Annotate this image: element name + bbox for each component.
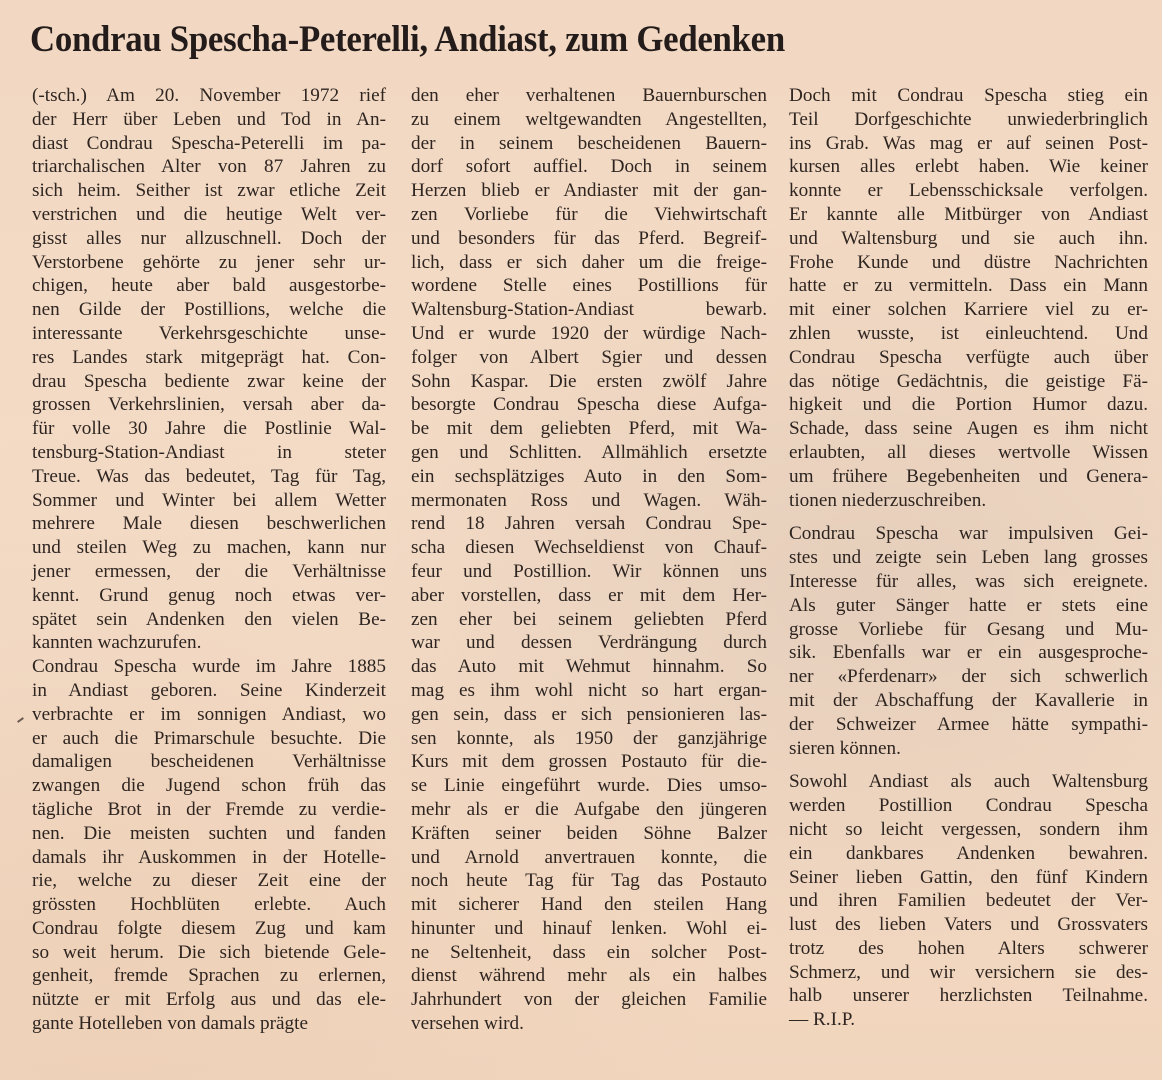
text-line: den eher verhaltenen Bauernburschen xyxy=(411,85,767,106)
text-line: so weit herum. Die sich bietende Gele- xyxy=(32,941,386,963)
text-line: gen sein, dass er sich pensionieren las- xyxy=(411,703,767,725)
text-line: se Linie eingeführt wurde. Dies umso- xyxy=(411,775,767,797)
text-line: konnte er Lebensschicksale verfolgen. xyxy=(789,180,1148,202)
text-line: nützte er mit Erfolg aus und das ele- xyxy=(32,989,386,1011)
text-line: ein dankbares Andenken bewahren. xyxy=(789,842,1148,864)
text-line: lich, dass er sich daher um die freige- xyxy=(411,251,767,273)
article-paragraph xyxy=(411,84,767,1036)
text-line: zen Vorliebe für die Viehwirtschaft xyxy=(411,203,767,225)
text-line: trotz des hohen Alters schwerer xyxy=(789,937,1148,959)
text-line: mit sicherer Hand den steilen Hang xyxy=(411,894,767,916)
text-line: mehrere Male diesen beschwerlichen xyxy=(32,513,386,535)
article-paragraph xyxy=(789,522,1148,760)
text-line: diast Condrau Spescha-Peterelli im pa- xyxy=(32,132,386,154)
text-line: gisst alles nur allzuschnell. Doch der xyxy=(32,227,386,249)
text-line: rie, welche zu dieser Zeit eine der xyxy=(32,870,386,892)
text-line: ins Grab. Was mag er auf seinen Post- xyxy=(789,132,1148,154)
text-line: (-tsch.) Am 20. November 1972 rief xyxy=(32,85,386,106)
text-line: Doch mit Condrau Spescha stieg ein xyxy=(789,85,1148,106)
text-line: Er kannte alle Mitbürger von Andiast xyxy=(789,203,1148,225)
text-line: Kurs mit dem grossen Postauto für die- xyxy=(411,751,767,773)
text-line: rend 18 Jahren versah Condrau Spe- xyxy=(411,513,767,535)
text-line: grossen Verkehrslinien, versah aber da- xyxy=(32,394,386,416)
text-line: und ihren Familien bedeutet der Ver- xyxy=(789,890,1148,912)
text-line: zhlen wusste, ist einleuchtend. Und xyxy=(789,322,1148,344)
text-line: interessante Verkehrsgeschichte unse- xyxy=(32,322,386,344)
text-line: zen eher bei seinem geliebten Pferd xyxy=(411,608,767,630)
article-column-2 xyxy=(411,84,767,1036)
text-line: wordene Stelle eines Postillions für xyxy=(411,275,767,297)
text-line: Sommer und Winter bei allem Wetter xyxy=(32,489,386,511)
text-line: mehr als er die Aufgabe den jüngeren xyxy=(411,798,767,820)
text-line: Schade, dass seine Augen es ihm nicht xyxy=(789,418,1148,440)
text-line: tägliche Brot in der Fremde zu verdie- xyxy=(32,798,386,820)
text-line: Kräften seiner beiden Söhne Balzer xyxy=(411,822,767,844)
text-line: drau Spescha bediente zwar keine der xyxy=(32,370,386,392)
text-line: tensburg-Station-Andiast in steter xyxy=(32,441,386,463)
text-line: und Waltensburg und sie auch ihn. xyxy=(789,227,1148,249)
text-line: Interesse für alles, was sich ereignete. xyxy=(789,570,1148,592)
text-line: das nötige Gedächtnis, die geistige Fä- xyxy=(789,370,1148,392)
text-line: spätet sein Andenken den vielen Be- xyxy=(32,608,386,630)
text-line: und steilen Weg zu machen, kann nur xyxy=(32,537,386,559)
text-line: er auch die Primarschule besuchte. Die xyxy=(32,727,386,749)
text-line: Teil Dorfgeschichte unwiederbringlich xyxy=(789,108,1148,130)
text-line: dorf sofort auffiel. Doch in seinem xyxy=(411,156,767,178)
text-line: noch heute Tag für Tag das Postauto xyxy=(411,870,767,892)
text-line: Condrau Spescha verfügte auch über xyxy=(789,346,1148,368)
text-line: damaligen bescheidenen Verhältnisse xyxy=(32,751,386,773)
text-line: und Arnold anvertrauen konnte, die xyxy=(411,846,767,868)
text-line: zwangen die Jugend schon früh das xyxy=(32,775,386,797)
text-line: nen. Die meisten suchten und fanden xyxy=(32,822,386,844)
text-line: Frohe Kunde und düstre Nachrichten xyxy=(789,251,1148,273)
text-line: damals ihr Auskommen in der Hotelle- xyxy=(32,846,386,868)
text-line: lust des lieben Vaters und Grossvaters xyxy=(789,914,1148,936)
text-line: folger von Albert Sgier und dessen xyxy=(411,346,767,368)
text-line: Treue. Was das bedeutet, Tag für Tag, xyxy=(32,465,386,487)
text-line: kennt. Grund genug noch etwas ver- xyxy=(32,584,386,606)
article-paragraph xyxy=(32,655,386,1036)
text-line: halb unserer herzlichsten Teilnahme. xyxy=(789,985,1148,1007)
text-line: kannten wachzurufen. xyxy=(32,632,202,654)
text-line: jener ermessen, der die Verhältnisse xyxy=(32,560,386,582)
text-line: stes und zeigte sein Leben lang grosses xyxy=(789,547,1148,569)
text-line: be mit dem geliebten Pferd, mit Wa- xyxy=(411,418,767,440)
article-paragraph xyxy=(32,84,386,655)
text-line: hatte er zu vermitteln. Dass ein Mann xyxy=(789,275,1148,297)
text-line: grosse Vorliebe für Gesang und Mu- xyxy=(789,618,1148,640)
text-line: versehen wird. xyxy=(411,1013,524,1035)
text-line: Als guter Sänger hatte er stets eine xyxy=(789,594,1148,616)
text-line: der in seinem bescheidenen Bauern- xyxy=(411,132,767,154)
text-line: Condrau folgte diesem Zug und kam xyxy=(32,917,386,939)
text-line: feur und Postillion. Wir können uns xyxy=(411,560,767,582)
text-line: erlaubten, all dieses wertvolle Wissen xyxy=(789,441,1148,463)
text-line: genheit, fremde Sprachen zu erlernen, xyxy=(32,965,386,987)
text-line: Seiner lieben Gattin, den fünf Kindern xyxy=(789,866,1148,888)
article-headline: Condrau Spescha-Peterelli, Andiast, zum Gedenken xyxy=(30,19,785,60)
article-column-1 xyxy=(32,84,386,1036)
article-paragraph xyxy=(789,84,1148,512)
text-line: um frühere Begebenheiten und Genera- xyxy=(789,465,1148,487)
text-line: Und er wurde 1920 der würdige Nach- xyxy=(411,322,767,344)
text-line: mit einer solchen Karriere viel zu er- xyxy=(789,299,1148,321)
text-line: Jahrhundert von der gleichen Familie xyxy=(411,989,767,1011)
text-line: sieren können. xyxy=(789,737,901,759)
text-line: sik. Ebenfalls war er ein ausgesproche- xyxy=(789,642,1148,664)
text-line: Waltensburg-Station-Andiast bewarb. xyxy=(411,299,767,321)
text-line: gante Hotelleben von damals prägte xyxy=(32,1013,308,1035)
article-paragraph xyxy=(789,770,1148,1032)
text-line: scha diesen Wechseldienst von Chauf- xyxy=(411,537,767,559)
text-line: mag es ihm wohl nicht so hart ergan- xyxy=(411,679,767,701)
text-line: mermonaten Ross und Wagen. Wäh- xyxy=(411,489,767,511)
text-line: Sowohl Andiast als auch Waltensburg xyxy=(789,771,1148,793)
text-line: sen konnte, als 1950 der ganzjährige xyxy=(411,727,767,749)
text-line: triarchalischen Alter von 87 Jahren zu xyxy=(32,156,386,178)
text-line: ner «Pferdenarr» der sich schwerlich xyxy=(789,666,1148,688)
text-line: werden Postillion Condrau Spescha xyxy=(789,795,1148,817)
text-line: chigen, heute aber bald ausgestorbe- xyxy=(32,275,386,297)
text-line: sich heim. Seither ist zwar etliche Zeit xyxy=(32,180,386,202)
text-line: der Schweizer Armee hätte sympathi- xyxy=(789,713,1148,735)
text-line: grössten Hochblüten erlebte. Auch xyxy=(32,894,386,916)
text-line: und besonders für das Pferd. Begreif- xyxy=(411,227,767,249)
text-line: nen Gilde der Postillions, welche die xyxy=(32,299,386,321)
text-line: verstrichen und die heutige Welt ver- xyxy=(32,203,386,225)
text-line: mit der Abschaffung der Kavallerie in xyxy=(789,689,1148,711)
text-line: res Landes stark mitgeprägt hat. Con- xyxy=(32,346,386,368)
text-line: Condrau Spescha wurde im Jahre 1885 xyxy=(32,656,386,678)
text-line: verbrachte er im sonnigen Andiast, wo xyxy=(32,703,386,725)
text-line: aber vorstellen, dass er mit dem Her- xyxy=(411,584,767,606)
text-line: Condrau Spescha war impulsiven Gei- xyxy=(789,523,1148,545)
text-line: higkeit und die Portion Humor dazu. xyxy=(789,394,1148,416)
text-line: zu einem weltgewandten Angestellten, xyxy=(411,108,767,130)
text-line: ein sechsplätziges Auto in den Som- xyxy=(411,465,767,487)
text-line: nicht so leicht vergessen, sondern ihm xyxy=(789,818,1148,840)
text-line: hinunter und hinauf lenken. Wohl ei- xyxy=(411,917,767,939)
text-line: Herzen blieb er Andiaster mit der gan- xyxy=(411,180,767,202)
text-line: in Andiast geboren. Seine Kinderzeit xyxy=(32,679,386,701)
text-line: der Herr über Leben und Tod in An- xyxy=(32,108,386,130)
text-line: besorgte Condrau Spescha diese Aufga- xyxy=(411,394,767,416)
text-line: für volle 30 Jahre die Postlinie Wal- xyxy=(32,418,386,440)
pen-mark xyxy=(17,717,24,723)
text-line: Schmerz, und wir versichern sie des- xyxy=(789,961,1148,983)
text-line: ne Seltenheit, dass ein solcher Post- xyxy=(411,941,767,963)
text-line: gen und Schlitten. Allmählich ersetzte xyxy=(411,441,767,463)
text-line: kursen alles erlebt haben. Wie keiner xyxy=(789,156,1148,178)
text-line: dienst während mehr als ein halbes xyxy=(411,965,767,987)
text-line: — R.I.P. xyxy=(789,1009,856,1031)
text-line: das Auto mit Wehmut hinnahm. So xyxy=(411,656,767,678)
text-line: tionen niederzuschreiben. xyxy=(789,489,987,511)
text-line: Sohn Kaspar. Die ersten zwölf Jahre xyxy=(411,370,767,392)
text-line: Verstorbene gehörte zu jener sehr ur- xyxy=(32,251,386,273)
article-column-3 xyxy=(789,84,1148,1032)
text-line: war und dessen Verdrängung durch xyxy=(411,632,767,654)
